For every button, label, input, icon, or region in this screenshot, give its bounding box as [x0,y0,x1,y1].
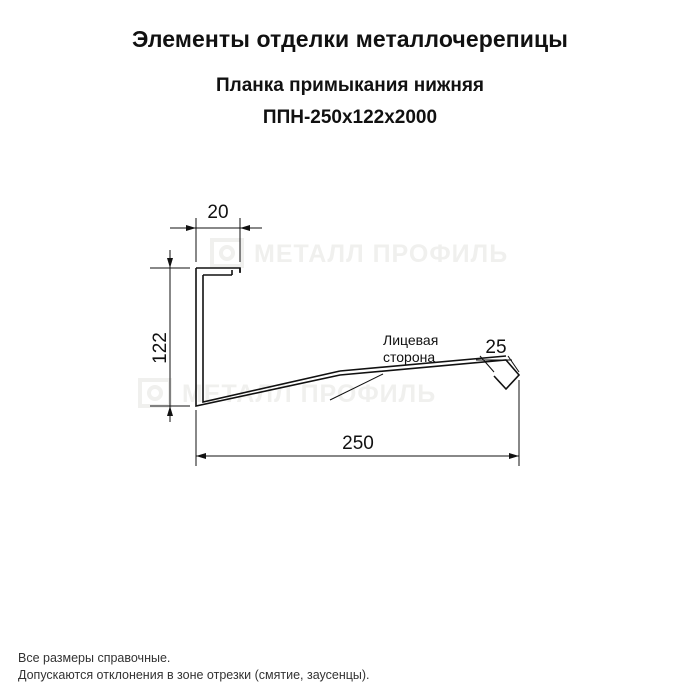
dimension-25 [476,356,519,372]
dimension-label-20: 20 [207,202,229,223]
product-name: Планка примыкания нижняя [215,75,485,96]
footer-line-2: Допускаются отклонения в зоне отрезки (смятие, заусенцы). [18,668,370,682]
watermark-text-2: МЕТАЛЛ ПРОФИЛЬ [182,380,437,408]
footer-line-1: Все размеры справочные. [18,651,171,665]
dimension-label-250: 250 [342,433,374,454]
face-side-note-line2: сторона [383,349,436,365]
face-side-note-line1: Лицевая [383,332,439,348]
profile-sheet [232,268,240,275]
page-title: Элементы отделки металлочерепицы [131,26,568,52]
dimension-label-122: 122 [150,332,171,364]
product-code: ППН-250х122х2000 [262,107,438,128]
dimension-label-25: 25 [485,337,507,358]
header [0,0,700,129]
footer-notes [18,650,370,684]
technical-drawing [0,170,700,550]
watermark-text-1: МЕТАЛЛ ПРОФИЛЬ [254,240,509,268]
